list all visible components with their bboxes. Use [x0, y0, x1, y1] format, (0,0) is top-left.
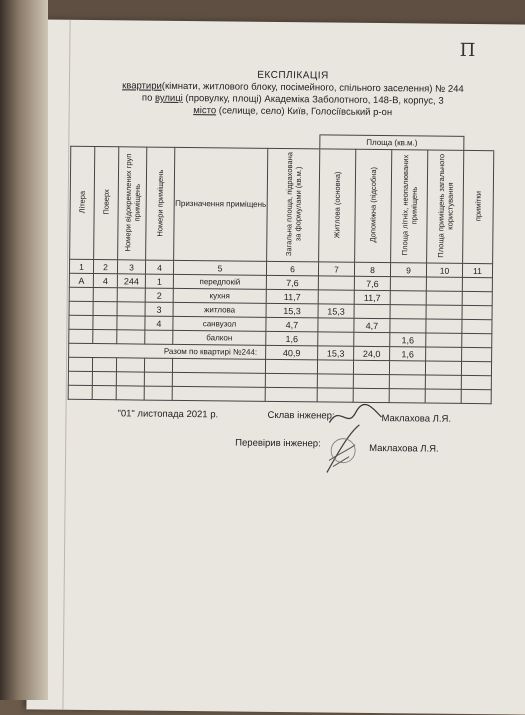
col-number: 5 [173, 260, 266, 275]
col-header-11: примітки [463, 150, 494, 263]
checked-name: Маклахова Л.Я. [369, 442, 439, 455]
blank-cell [461, 361, 491, 375]
blank-cell [317, 360, 353, 374]
col-number: 1 [69, 259, 93, 273]
checked-label: Перевірив інженер: [235, 437, 321, 450]
blank-cell [425, 389, 461, 403]
col-number: 4 [145, 260, 173, 274]
blank-cell [68, 357, 92, 371]
table-cell [318, 276, 354, 290]
area-group-label: Площа (кв.м.) [320, 135, 464, 151]
blank-cell [461, 375, 491, 389]
table-cell [69, 315, 93, 329]
col-header-3: Номери відокремлених груп приміщень [118, 147, 147, 260]
table-cell [117, 302, 145, 316]
blank-cell [265, 373, 317, 388]
blank-cell [425, 361, 461, 375]
table-cell: 11,7 [266, 289, 318, 304]
blank-cell [172, 372, 265, 387]
table-cell [93, 302, 117, 316]
col-number: 10 [426, 263, 462, 277]
apartment-word: квартири [122, 80, 162, 92]
document-sheet [26, 19, 525, 714]
col-header-8: Допоміжна (підсобна) [355, 149, 392, 262]
city-district: (селище, село) Київ, Голосіївський р-он [218, 105, 393, 119]
table-cell [318, 332, 354, 346]
explication-table [68, 132, 495, 404]
total-cell: 15,3 [318, 346, 354, 360]
blank-cell [172, 358, 265, 373]
table-cell [390, 305, 426, 319]
table-cell [426, 291, 462, 305]
address: (провулку, площі) Академіка Заболотного, 148-В, корпус, 3 [185, 92, 444, 107]
col-header-1: Літера [70, 146, 95, 259]
table-cell [426, 333, 462, 347]
col-header-7: Житлова (основна) [319, 149, 356, 262]
total-label: Разом по квартирі №244: [69, 343, 266, 359]
blank-cell [144, 372, 172, 386]
city-word: місто [193, 105, 217, 117]
table-cell [390, 319, 426, 333]
col-header-6: Загальна площа, підрахована за формулами (кв.м.) [267, 148, 320, 262]
table-cell: санвузол [173, 316, 266, 331]
signature-stamp [319, 420, 364, 476]
table-cell [426, 305, 462, 319]
composed-label: Склав інженер: [267, 409, 335, 422]
table-cell [117, 316, 145, 330]
col-header-5: Призначення приміщень [174, 147, 268, 261]
blank-cell [92, 358, 116, 372]
blank-cell [144, 386, 172, 400]
street-prefix: по [141, 92, 153, 104]
table-cell [390, 291, 426, 305]
table-cell [462, 333, 492, 347]
table-cell: 244 [117, 274, 145, 288]
blank-cell [265, 359, 317, 374]
table-cell: кухня [173, 288, 266, 303]
table-cell: 2 [145, 288, 173, 302]
table-cell: 4 [93, 274, 117, 288]
table-cell: 1,6 [390, 333, 426, 347]
table-cell [69, 301, 93, 315]
col-header-9: Площа літніх, неопалюваних приміщень [391, 150, 428, 263]
col-header-2: Поверх [94, 147, 119, 260]
table-cell: А [69, 273, 93, 287]
table-cell: 15,3 [318, 304, 354, 318]
blank-cell [68, 371, 92, 385]
col-number: 7 [318, 262, 354, 276]
blank-cell [353, 360, 389, 374]
blank-cell [116, 372, 144, 386]
table-cell [462, 319, 492, 333]
blank-cell [144, 358, 172, 372]
blank-cell [92, 386, 116, 400]
total-cell: 24,0 [354, 346, 390, 360]
table-cell: 1 [145, 274, 173, 288]
room-rows [69, 273, 493, 347]
table-cell [93, 330, 117, 344]
table-cell [145, 330, 173, 344]
table-cell [93, 316, 117, 330]
table-cell [318, 318, 354, 332]
document-date: "01" листопада 2021 р. [117, 408, 219, 421]
table-cell: житлова [173, 302, 266, 317]
table-cell [462, 305, 492, 319]
col-number: 11 [462, 263, 492, 277]
blank-cell [389, 361, 425, 375]
table-cell [462, 277, 492, 291]
corner-handwritten-mark: Π [459, 39, 476, 62]
blank-rows [68, 357, 491, 403]
table-cell: 1,6 [266, 331, 318, 346]
table-cell: балкон [173, 330, 266, 345]
table-cell [354, 304, 390, 318]
blank-cell [461, 389, 491, 403]
table-cell [69, 329, 93, 343]
total-cell: 40,9 [266, 345, 318, 360]
blank-cell [425, 375, 461, 389]
table-cell [318, 290, 354, 304]
total-cell [426, 347, 462, 361]
document-header [113, 68, 473, 120]
table-cell [93, 288, 117, 302]
blank-cell [353, 374, 389, 388]
col-number: 6 [266, 261, 318, 276]
table-cell [117, 330, 145, 344]
table-cell: 4 [145, 316, 173, 330]
blank-cell [92, 372, 116, 386]
binder-edge [0, 0, 48, 700]
total-cell: 1,6 [390, 347, 426, 361]
table-cell [354, 332, 390, 346]
blank-cell [68, 385, 92, 399]
header-line-1-rest: (кімнати, житлового блоку, посімейного, спільного заселення) № 244 [161, 80, 464, 95]
blank-cell [116, 386, 144, 400]
col-number: 2 [93, 260, 117, 274]
blank-cell [389, 375, 425, 389]
table-cell [462, 291, 492, 305]
blank-cell [317, 374, 353, 388]
blank-cell [265, 387, 317, 402]
col-header-4: Номери приміщень [146, 147, 175, 260]
table-cell [69, 287, 93, 301]
col-number: 9 [390, 263, 426, 277]
street-word: вулиці [154, 92, 183, 104]
composed-name: Маклахова Л.Я. [381, 413, 452, 425]
total-cell [462, 347, 492, 361]
blank-cell [116, 358, 144, 372]
col-number: 3 [117, 260, 145, 274]
blank-cell [172, 386, 265, 401]
table-cell: передпокій [173, 274, 266, 289]
table-cell [426, 319, 462, 333]
col-header-10: Площа приміщень загального користування [427, 150, 464, 263]
table-cell: 7,6 [354, 276, 390, 290]
table-cell: 15,3 [266, 303, 318, 318]
table-cell [390, 277, 426, 291]
table-cell: 4,7 [266, 317, 318, 332]
header-row [70, 146, 494, 263]
table-cell: 11,7 [354, 290, 390, 304]
table-cell: 7,6 [266, 275, 318, 290]
table-cell [117, 288, 145, 302]
blank-cell [389, 389, 425, 403]
col-number: 8 [354, 262, 390, 276]
document-title: ЕКСПЛІКАЦІЯ [257, 69, 329, 82]
table-cell [426, 277, 462, 291]
table-cell: 3 [145, 302, 173, 316]
table-cell: 4,7 [354, 318, 390, 332]
